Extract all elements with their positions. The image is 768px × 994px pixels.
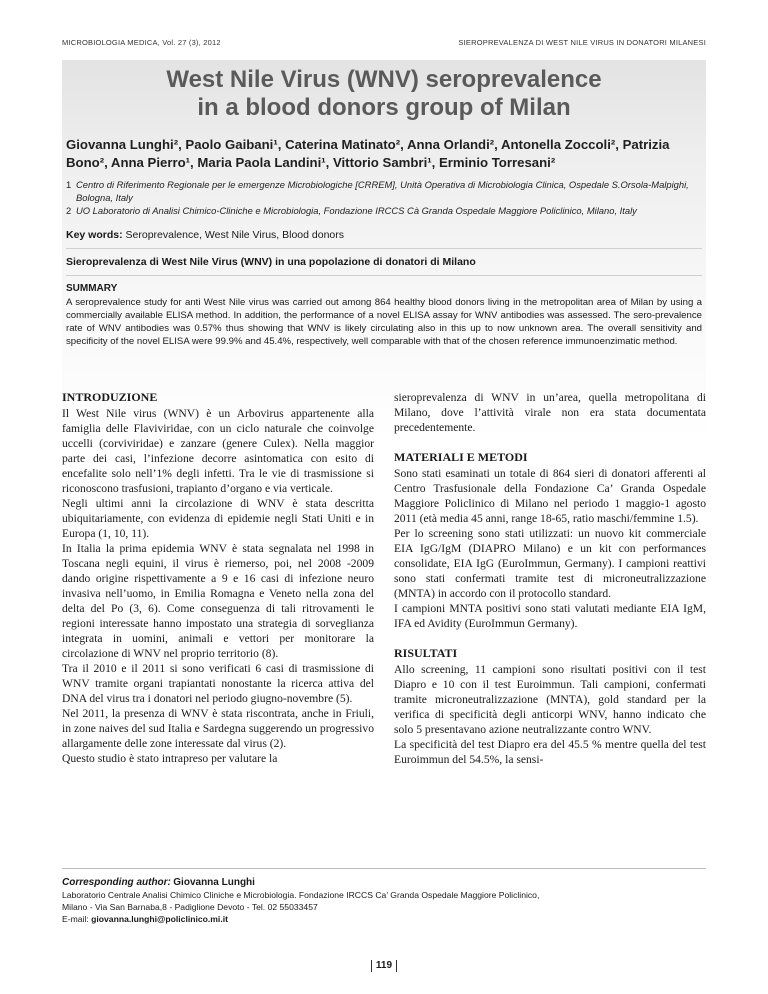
affiliation-2 — [66, 204, 702, 217]
keywords — [62, 229, 706, 241]
divider — [66, 248, 702, 249]
corresponding-label: Corresponding author: — [62, 877, 171, 888]
intro-paragraph: Il West Nile virus (WNV) è un Arbovirus appartenente alla famiglia delle Flaviviridae, con un ciclo naturale che coinvolge uccelli (corviviridae) e zanzare (genere Culex). Nella maggior parte dei casi, l’infezione decorre asintomatica con esito di encefalite solo nell’1% degli infetti. Tra le vie di trasmissione si riconoscono trasfusioni, trapianto d’organo e via verticale. — [62, 407, 374, 495]
summary-text: A seroprevalence study for anti West Nile virus was carried out among 864 healthy blood donors living in the metropolitan area of Milan by using a commercially available ELISA method. In addition, the performance of a novel ELISA assay for WNV antibodies was assessed. The sero-prevalence rate of WNV antibodies was 0.57% thus showing that WNV is likely circulating also in this up to now unknown area. The overall sensitivity and specificity of the novel ELISA were 99.9% and 45.4%, respectively, well comparable with that of the chosen reference immunoenzimatic method. — [66, 297, 702, 347]
methods-paragraph: Sono stati esaminati un totale di 864 sieri di donatori afferenti al Centro Trasfusionale della Fondazione Ca’ Granda Ospedale Maggiore Policlinico di Milano nel periodo 1 maggio-1 agosto 2011 (età media 45 anni, range 18-65, ratio maschi/femmine 1.5). — [394, 467, 706, 525]
page-number — [0, 960, 768, 972]
title-line-1: West Nile Virus (WNV) seroprevalence — [166, 66, 602, 93]
corresponding-address: Laboratorio Centrale Analisi Chimico Cliniche e Microbiologia. Fondazione IRCCS Ca’ Granda Ospedale Maggiore Policlinico, — [62, 890, 540, 900]
page-number-text: 119 — [371, 960, 397, 972]
methods-paragraph: I campioni MNTA positivi sono stati valutati mediante EIA IgM, IFA ed Avidity (EuroImmun Germany). — [394, 602, 706, 630]
author-list: Giovanna Lunghi², Paolo Gaibani¹, Caterina Matinato², Anna Orlandi², Antonella Zoccoli², Patrizia Bono², Anna Pierro¹, Maria Paola Landini¹, Vittorio Sambri¹, Erminio Torresani² — [66, 137, 670, 170]
methods-heading: MATERIALI E METODI — [394, 450, 528, 464]
running-title: SIEROPREVALENZA DI WEST NILE VIRUS IN DONATORI MILANESI — [458, 38, 706, 47]
results-paragraph: La specificità del test Diapro era del 45.5 % mentre quella del test Euroimmun del 54.5%, la sensi- — [394, 738, 706, 766]
italian-title: Sieroprevalenza di West Nile Virus (WNV) in una popolazione di donatori di Milano — [66, 256, 476, 268]
intro-paragraph: Questo studio è stato intrapreso per valutare la — [62, 752, 278, 765]
left-column — [62, 390, 374, 767]
corresponding-name: Giovanna Lunghi — [173, 877, 255, 888]
intro-paragraph: In Italia la prima epidemia WNV è stata segnalata nel 1998 in Toscana negli equini, il virus è riemerso, poi, nel 2008 -2009 dando origine rispettivamente a 9 e 16 casi di infezione neuro invasiva nell’uomo, in Emilia Romagna e Veneto nella zona del delta del Po (3, 6). Come conseguenza di tali ritrovamenti le regioni interessate hanno impostato una strategia di sorveglianza integrata in uomini, animali e vettori per monitorare la circolazione di WNV nel proprio territorio (8). — [62, 542, 374, 660]
keywords-label: Key words: — [66, 229, 123, 241]
affiliation-text: UO Laboratorio di Analisi Chimico-Cliniche e Microbiologia, Fondazione IRCCS Cà Granda Ospedale Maggiore Policlinico, Milano, Italy — [76, 205, 637, 216]
intro-continued: sieroprevalenza di WNV in un’area, quella metropolitana di Milano, dove l’attività virale non era stata documentata precedentemente. — [394, 391, 706, 434]
intro-paragraph: Tra il 2010 e il 2011 si sono verificati 6 casi di trasmissione di WNV tramite organi trapiantati nonostante la ricerca attiva del DNA del virus tra i donatori nel periodo giugno-novembre (5). — [62, 662, 374, 705]
running-header — [62, 38, 706, 47]
intro-paragraph: Nel 2011, la presenza di WNV è stata riscontrata, anche in Friuli, in zone naives del sud Italia e Sardegna suggerendo un progressivo allargamente delle zone interessate dal virus (2). — [62, 707, 374, 750]
corresponding-phone: Milano - Via San Barnaba,8 - Padiglione Devoto - Tel. 02 55033457 — [62, 902, 318, 912]
intro-heading: INTRODUZIONE — [62, 390, 158, 404]
email-link[interactable]: giovanna.lunghi@policlinico.mi.it — [91, 914, 228, 924]
right-column — [394, 390, 706, 767]
affiliations — [62, 178, 706, 217]
body-columns — [62, 390, 706, 767]
divider — [66, 275, 702, 276]
results-paragraph: Allo screening, 11 campioni sono risultati positivi con il test Diapro e 10 con il test Euroimmun. Tali campioni, confermati tramite microneutralizzazione (MNTA), gold standard per la verifica di specificità degli anticorpi WNV, hanno indicato che solo 5 presentavano azione neutralizzante contro WNV. — [394, 663, 706, 736]
journal-citation: MICROBIOLOGIA MEDICA, Vol. 27 (3), 2012 — [62, 38, 221, 47]
affiliation-number: 2 — [66, 205, 72, 216]
corresponding-author-block — [62, 868, 706, 925]
article-title — [62, 66, 706, 122]
affiliation-1 — [66, 178, 702, 204]
methods-paragraph: Per lo screening sono stati utilizzati: un nuovo kit commerciale EIA IgG/IgM (DIAPRO Milano) e un kit con performances consolidate, EIA IgG (EuroImmun, Germany). I campioni reattivi sono stati confermati tramite test di microneutralizzazione (MNTA) in accordo con il protocollo standard. — [394, 527, 706, 600]
affiliation-text: Centro di Riferimento Regionale per le emergenze Microbiologiche [CRREM], Unità Operativa di Microbiologia Clinica, Ospedale S.Orsola-Malpighi, Bologna, Italy — [76, 179, 689, 203]
title-line-2: in a blood donors group of Milan — [197, 94, 571, 121]
intro-paragraph: Negli ultimi anni la circolazione di WNV è stata descritta ubiquitariamente, con evidenza di epidemie negli Stati Uniti e in Europa (1, 10, 11). — [62, 497, 374, 540]
keywords-text: Seroprevalence, West Nile Virus, Blood donors — [125, 229, 345, 241]
affiliation-number: 1 — [66, 179, 72, 190]
results-heading: RISULTATI — [394, 646, 458, 660]
summary-heading: SUMMARY — [66, 283, 118, 294]
email-label: E-mail: — [62, 914, 89, 924]
article-front-matter — [62, 60, 706, 348]
